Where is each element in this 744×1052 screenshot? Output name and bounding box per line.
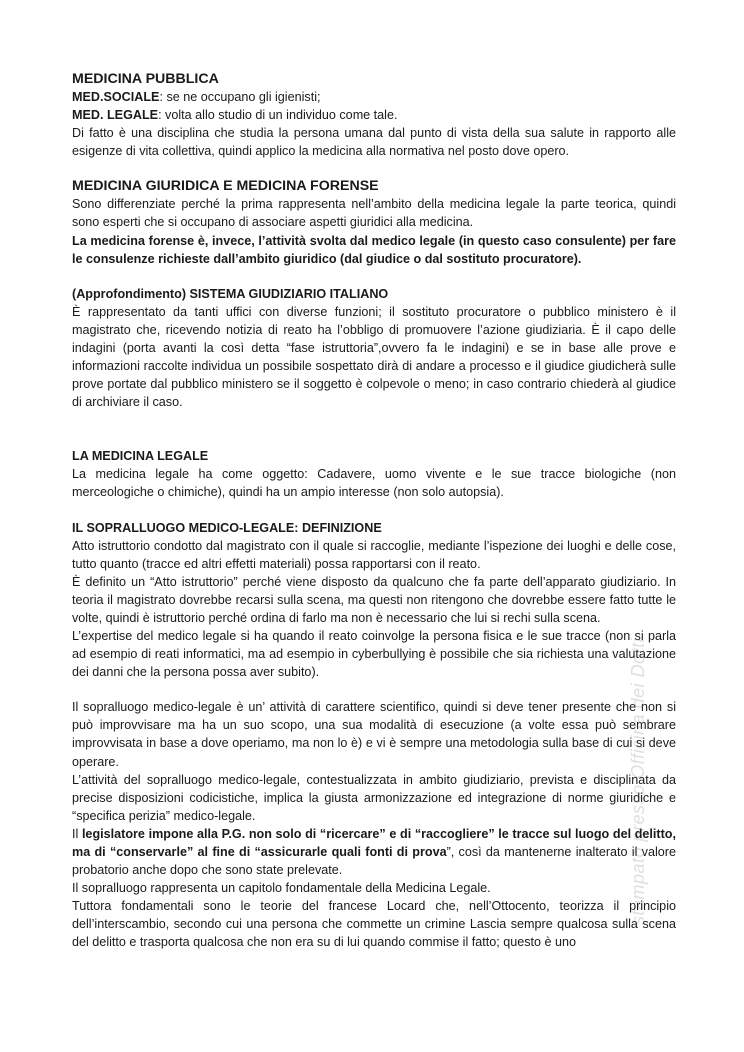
p6-tail: ”, così da mantenerne inalterato il valore probatorio anche dopo che sono state prelevate. bbox=[72, 845, 676, 878]
para-giuridica-1: Sono differenziate perché la prima rappresenta nell’ambito della medicina legale la parte teorica, quindi sono esperti che si occupano di associare aspetti giuridici alla medicina. bbox=[72, 197, 676, 230]
para-medicina-pubblica: Di fatto è una disciplina che studia la persona umana dal punto di vista della sua salute in rapporto alle esigenze di vita collettiva, quindi applico la medicina alla normativa nel posto dove opero. bbox=[72, 126, 676, 159]
def-med-legale: : volta allo studio di un individuo come tale. bbox=[158, 108, 398, 123]
para-sopralluogo-5: L’attività del sopralluogo medico-legale, contestualizzata in ambito giudiziario, prevista e disciplinata da precise disposizioni codicistiche, implica la giusta armonizzazione ed integrazione di norme giuridiche e “specifica perizia” medico-legale. bbox=[72, 772, 676, 823]
para-sopralluogo-4: Il sopralluogo medico-legale è un’ attività di carattere scientifico, quindi si deve tener presente che non si può improvvisare ma ha un suo scopo, una sua modalità di esecuzione (a volte essa può sembrare improvvisata in base a dove operiamo, ma non lo è) e vi è sempre una metodologia sulla base di cui si deve operare. bbox=[72, 700, 676, 769]
document-page bbox=[72, 70, 676, 952]
heading-medicina-legale: LA MEDICINA LEGALE bbox=[72, 449, 209, 464]
para-sopralluogo-7: Il sopralluogo rappresenta un capitolo fondamentale della Medicina Legale. bbox=[72, 881, 491, 896]
heading-medicina-pubblica: MEDICINA PUBBLICA bbox=[72, 71, 219, 87]
para-medicina-legale: La medicina legale ha come oggetto: Cadavere, uomo vivente e le sue tracce biologiche (non merceologiche o chimiche), quindi ha un ampio interesse (non solo autopsia). bbox=[72, 467, 676, 500]
para-sopralluogo-8: Tuttora fondamentali sono le teorie del francese Locard che, nell’Ottocento, teorizza il principio dell’interscambio, secondo cui una persona che commette un crimine Lascia sempre qualcosa sulla scena del delitto e trasporta qualcosa che non era su di lui quando commise il fatto; questo è uno bbox=[72, 899, 676, 950]
def-med-sociale: : se ne occupano gli igienisti; bbox=[159, 90, 321, 104]
watermark-text: stampato presso Officina dei Dotti bbox=[628, 637, 648, 925]
p6-bold-fonti: assicurarle quali fonti di prova bbox=[260, 845, 447, 859]
p6-lead: Il bbox=[72, 826, 82, 841]
heading-sistema-giudiziario: (Approfondimento) SISTEMA GIUDIZIARIO ITALIANO bbox=[72, 286, 389, 301]
term-med-legale: MED. LEGALE bbox=[72, 108, 159, 123]
heading-medicina-giuridica: MEDICINA GIURIDICA E MEDICINA FORENSE bbox=[72, 178, 379, 195]
p6-emphasis: legislatore impone alla P.G. non solo di “ricercare” e di “raccogliere” le tracce sul luogo del delitto, ma di “conservarle” al fine di “ bbox=[72, 826, 676, 859]
para-sistema-giudiziario: È rappresentato da tanti uffici con diverse funzioni; il sostituto procuratore o pubblico ministero è il magistrato che, ricevendo notizia di reato ha l’obbligo di promuovere l’azione giudiziaria. È il capo delle indagini (porta avanti la così detta “fase istruttoria”,ovvero fa le indagini) e se in base alle prove e informazioni raccolte individua un possibile sospettato dirà di andare a processo e il giudice giudicherà sulle prove portate dal pubblico ministero se il soggetto è colpevole o meno; in caso contrario chiederà al giudice di archiviare il caso. bbox=[72, 304, 676, 410]
para-giuridica-2: La medicina forense è, invece, l’attività svolta dal medico legale (in questo caso consulente) per fare le consulenze richieste dall’ambito giuridico (dal giudice o dal sostituto procuratore). bbox=[72, 233, 676, 266]
para-sopralluogo-6 bbox=[72, 825, 676, 879]
line-med-legale bbox=[72, 106, 676, 124]
para-sopralluogo-3: L’expertise del medico legale si ha quando il reato coinvolge la persona fisica e le sue tracce (non si parla ad esempio di reati informatici, ma ad esempio in cyberbullying è possibile che sia richiesta una valutazione dei danni che la persona possa aver subito). bbox=[72, 628, 676, 680]
para-sopralluogo-2: È definito un “Atto istruttorio” perché viene disposto da qualcuno che fa parte dell’apparato giudiziario. In teoria il magistrato dovrebbe recarsi sulla scena, ma questi non ritengono che dovrebbe essere fatto tutte le volte, quindi è istruttorio perché ordina di farlo ma non è necessario che lui si rechi sulla scena. bbox=[72, 574, 676, 625]
heading-sopralluogo: IL SOPRALLUOGO MEDICO-LEGALE: DEFINIZIONE bbox=[72, 520, 382, 535]
line-med-sociale bbox=[72, 88, 676, 106]
para-sopralluogo-1: Atto istruttorio condotto dal magistrato con il quale si raccoglie, mediante l’ispezione dei luoghi e delle cose, tutto quanto (tracce ed altri effetti materiali) possa rapportarsi con il reato. bbox=[72, 538, 676, 571]
term-med-sociale: MED.SOCIALE bbox=[72, 90, 160, 104]
